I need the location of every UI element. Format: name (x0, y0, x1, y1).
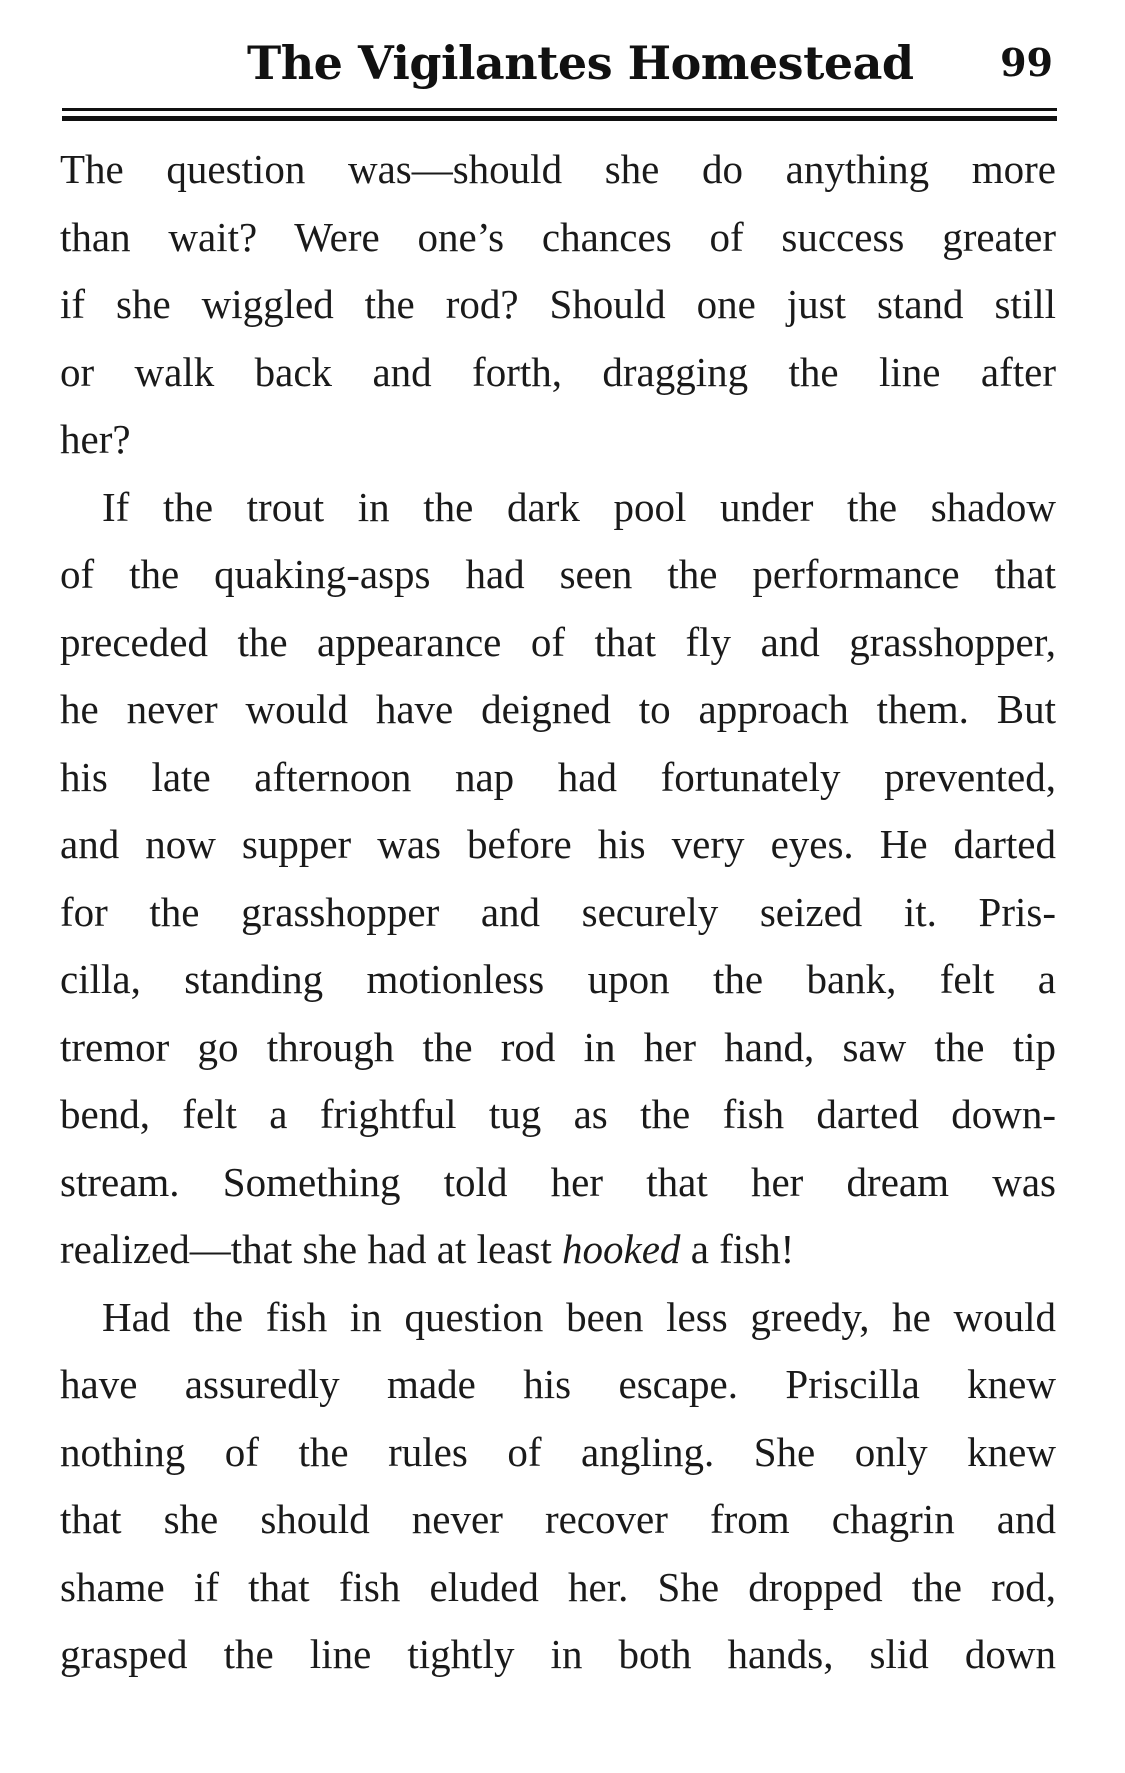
text-line: for the grasshopper and securely seized it. Pris- (60, 888, 1056, 935)
text-line: and now supper was before his very eyes. He darted (60, 821, 1056, 867)
running-title: The Vigilantes Homestead (247, 36, 914, 90)
text-line: his late afternoon nap had fortunately prevented, (60, 753, 1056, 800)
body-text (60, 136, 1056, 1689)
text-line: he never would have deigned to approach them. But (60, 686, 1056, 732)
header-rule-thin (62, 108, 1057, 111)
text-line: or walk back and forth, dragging the line after (60, 348, 1056, 395)
running-head (62, 30, 1057, 100)
text-line: The question was—should she do anything more (60, 146, 1056, 192)
text-line: stream. Something told her that her dream was (60, 1158, 1056, 1205)
text-line: Had the fish in question been less greedy, he would (102, 1293, 1056, 1340)
page-number: 99 (1000, 40, 1053, 85)
text-line: tremor go through the rod in her hand, saw the tip (60, 1023, 1056, 1070)
emphasis-word: hooked (562, 1226, 681, 1272)
text-line: that she should never recover from chagrin and (60, 1496, 1056, 1542)
text-line: preceded the appearance of that fly and grasshopper, (60, 618, 1056, 665)
text-line: If the trout in the dark pool under the shadow (102, 483, 1056, 530)
text-line-with-emphasis (60, 1216, 1056, 1284)
text-line: her? (60, 416, 131, 462)
header-rule-thick (62, 116, 1057, 121)
text-run: a fish! (680, 1226, 795, 1272)
text-line: nothing of the rules of angling. She only knew (60, 1428, 1056, 1475)
text-line: grasped the line tightly in both hands, slid down (60, 1631, 1056, 1677)
text-run: realized—that she had at least (60, 1226, 563, 1272)
text-line: if she wiggled the rod? Should one just stand still (60, 281, 1056, 327)
text-line: have assuredly made his escape. Priscilla knew (60, 1361, 1056, 1407)
text-line: bend, felt a frightful tug as the fish darted down- (60, 1091, 1056, 1137)
text-line: cilla, standing motionless upon the bank, felt a (60, 956, 1056, 1002)
text-line: shame if that fish eluded her. She dropped the rod, (60, 1563, 1056, 1610)
text-line: of the quaking-asps had seen the performance that (60, 551, 1056, 597)
text-line: than wait? Were one’s chances of success greater (60, 213, 1056, 260)
